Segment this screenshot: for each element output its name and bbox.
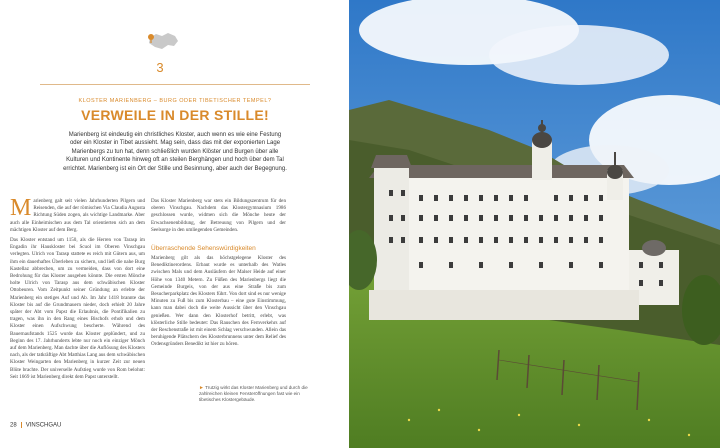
col1-paragraph-2: Das Kloster entstand um 1150, als die Herren von Tarasp im Engadin ihr Hauskloster bei Scuol im Oberen Vinschgau verlegten. Ulrich von Tarasp stattete es reich mit Gütern aus, um ihm ein dauerhaftes Überleben zu sichern, und ließ die nahe Burg Kastellaz abbrechen, um zu vermeiden, dass von dort eine Bedrohung für das Kloster ausgehen könnte. Die ersten Mönche holte Ulrich von Tarasp aus dem schwäbischen Kloster Ottobeuren. Vom Zeitpunkt seiner Gründung an erlebte der Marienberg ein stetiges Auf und Ab. Im Jahr 1418 brannte das Kloster bis auf die Grundmauern nieder, doch erhielt 20 Jahre später der Abt vom Papst die Erlaubnis, die Pontifikalien zu tragen, was ihn in den Rang eines Bischofs erhob und dem Kloster einen Aufschwung bescherte. Während des Bauernaufstands 1525 wurde das Kloster geplündert, und zu Beginn des 17. Jahrhunderts lebte nur noch ein einziger Mönch auf dem Marienberg. Man dachte über die Auflösung des Klosters nach, als der tatkräftige Abt Matthias Lang aus dem schwäbischen Kloster Weingarten den Marienberg in kurzer Zeit zur neuen Blüte brachte. Der universelle Aufstieg wurde von Rom belohnt: Seit 1669 ist Marienberg direkt dem Papst unterstellt. xyxy=(10,237,145,380)
left-page xyxy=(0,0,349,448)
lead-paragraph: Marienberg ist eindeutig ein christliches Kloster, auch wenn es wie eine Festung oder ein Kloster in Tibet aussieht. Mag sein, dass das mit der exponierten Lage Marienbergs zu tun hat, denn schließlich wurden Klöster und Burgen über alle Kulturen und Kontinente hinweg oft an steilen Berghängen und hoch über dem Tal errichtet. Marienberg ist ein Ort der Stille und Besinnung, aber auch der Begegnung. xyxy=(63,132,287,172)
folio-separator xyxy=(21,422,22,428)
caption-text: Trutzig wirkt das Kloster Marienberg und durch die zahlreichen kleinen Fensteröffnungen fast wie ein tibetisches Klostergebäude. xyxy=(199,385,308,402)
body-column-2 xyxy=(151,198,286,234)
caption-arrow-icon: ► xyxy=(199,385,204,391)
page-number: 28 xyxy=(10,422,17,429)
col1-paragraph-1: arienberg galt seit vielen Jahrhunderten Pilgern und Reisenden, die auf der römischen Via Claudia Augusta Richtung Süden zogen, als wichtige Landmarke. Aber auch alle Einheimischen aus dem Tal orientierten sich an dem mächtigen Kloster auf dem Berg. xyxy=(10,198,145,233)
headline: VERWEILE IN DER STILLE! xyxy=(81,107,269,123)
chapter-number: 3 xyxy=(156,60,164,75)
photo-caption xyxy=(199,385,309,403)
col2-paragraph-2: Marienberg gilt als das höchstgelegene Kloster des Benediktinerordens. Erbaut wurde es unterhalb des Watles zwischen Mals und dem Ausläufern der Malser Heide auf einer Höhe von 1340 Metern. Zu Füßen des Marienbergs liegt die Gemeinde Burgeis, von der aus eine Straße bis zum Besucherparkplatz des Klosters führt. Von dort sind es nur wenige Minuten zu Fuß bis zum Klosterbau – eine gute Einstimmung, kann man dabei doch die weite Aussicht über den Vinschgau genießen. Wer dann den Klosterhof betritt, erlebt, was klösterliche Stille bedeutet: Das Rauschen des Fernverkehrs auf der Reschenstraße ist mit einem Schlag verschwunden. Allein das beruhigende Plätschern des Klosterbrunnens unter dem Relief des Ordensgründers Benedikt ist hier zu hören. xyxy=(151,255,286,348)
section-name: VINSCHGAU xyxy=(25,422,62,429)
photo-page xyxy=(349,0,720,448)
kicker: KLOSTER MARIENBERG – BURG ODER TIBETISCHER TEMPEL? xyxy=(78,98,272,104)
dropcap: M xyxy=(10,195,32,221)
subheading: Überraschende Sehenswürdigkeiten xyxy=(151,245,256,252)
monastery-photo xyxy=(349,0,720,448)
folio xyxy=(10,422,61,429)
region-map-icon xyxy=(144,30,180,52)
col2-paragraph-1: Das Kloster Marienberg war stets ein Bildungszentrum für den oberen Vinschgau. Nachdem das Klostergymnasium 1986 geschlossen wurde, widmen sich die Mönche heute der Erwachsenenbildung, der Betreuung von Pilgern und der Seelsorge in den umliegenden Gemeinden. xyxy=(151,198,286,233)
chapter-divider xyxy=(40,84,310,85)
body-column-1 xyxy=(10,195,145,381)
